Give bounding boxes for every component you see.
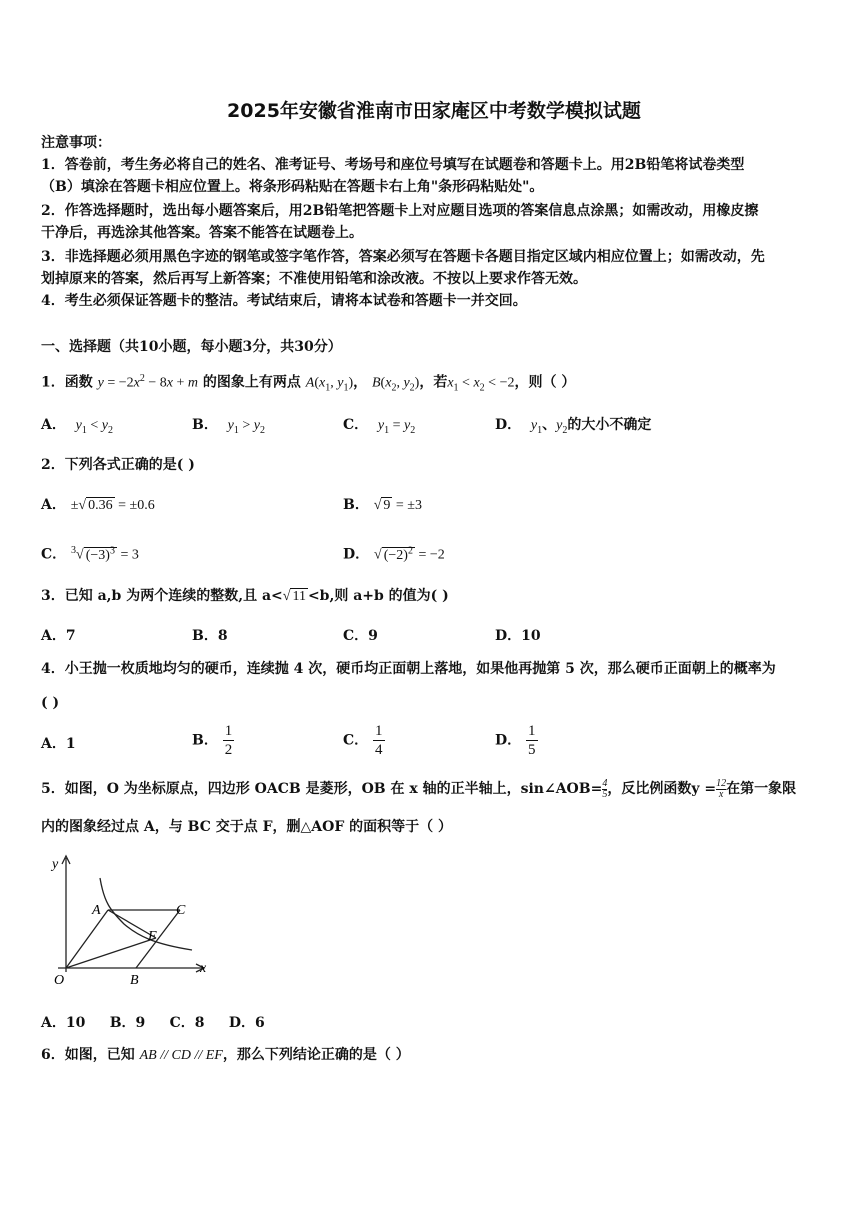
notice-line: 4．考生必须保证答题卡的整洁。考试结束后，请将本试卷和答题卡一并交回。 bbox=[41, 293, 527, 309]
question-6-stem: 6．如图，已知 AB // CD // EF，那么下列结论正确的是（ ） bbox=[41, 1047, 410, 1063]
option-d: D．10 bbox=[495, 628, 541, 644]
notice-line: 3．非选择题必须用黑色字迹的钢笔或签字笔作答，答案必须写在答题卡各题目指定区域内相应位置上；如需改动，先 bbox=[41, 249, 765, 265]
label-o: O bbox=[54, 973, 65, 988]
question-4-stem: 4．小王抛一枚质地均匀的硬币，连续抛 4 次，硬币均正面朝上落地，如果他再抛第 5 次，那么硬币正面朝上的概率为 bbox=[41, 661, 776, 677]
option-d: D． √ $(-2)^2 = -2$ bbox=[343, 545, 445, 563]
math-function: y bbox=[97, 375, 104, 391]
option-c: C． $y_1 = y_2$ bbox=[343, 417, 416, 436]
question-2-stem: 2．下列各式正确的是( ) bbox=[41, 457, 195, 473]
label-y: y bbox=[52, 857, 59, 872]
option-a: A．7 bbox=[41, 628, 76, 644]
question-3-stem: 3．已知 a,b 为两个连续的整数,且 a<√ 11 <b,则 a+b 的值为( ) bbox=[41, 588, 449, 604]
option-d: D． $\frac{1}{5}$ bbox=[495, 723, 536, 758]
option-b: B． $y_1 > y_2$ bbox=[192, 417, 265, 436]
label-x: x bbox=[200, 961, 207, 976]
question-4-answer-blank: ( ) bbox=[41, 695, 60, 711]
edge-cb bbox=[136, 910, 180, 968]
question-1-stem: 1．函数 $y = -2x^2 - 8x + m$ 的图象上有两点 $A(x_1$, $y_1$)， $B(x_2$, $y_2$)，若$x_1 < x_2 < -2$，则（ ） bbox=[41, 373, 576, 394]
option-a: A．1 bbox=[41, 736, 76, 752]
label-a: A bbox=[92, 903, 101, 918]
edge-of bbox=[66, 938, 156, 968]
option-b: B． $\frac{1}{2}$ bbox=[192, 723, 233, 758]
notice-heading: 注意事项： bbox=[41, 135, 111, 151]
notice-line: （B）填涂在答题卡相应位置上。将条形码粘贴在答题卡右上角"条形码粘贴处"。 bbox=[41, 179, 544, 195]
label-b: B bbox=[130, 973, 139, 988]
question-5-stem-cont: 内的图象经过点 A，与 BC 交于点 F，删△AOF 的面积等于（ ） bbox=[41, 819, 453, 835]
question-5-options: A．10 B．9 C．8 D．6 bbox=[41, 1015, 265, 1031]
notice-line: 2．作答选择题时，选出每小题答案后，用2B铅笔把答题卡上对应题目选项的答案信息点涂黑；如需改动，用橡皮擦 bbox=[41, 203, 759, 219]
option-b: B． √ 9 = ±3 bbox=[343, 497, 422, 513]
notice-line: 1．答卷前，考生务必将自己的姓名、准考证号、考场号和座位号填写在试题卷和答题卡上。用2B铅笔将试卷类型 bbox=[41, 157, 745, 173]
page-title: 2025年安徽省淮南市田家庵区中考数学模拟试题 bbox=[227, 100, 641, 122]
rhombus-figure bbox=[44, 852, 214, 992]
notice-line: 干净后，再选涂其他答案。答案不能答在试题卷上。 bbox=[41, 225, 363, 241]
option-c: C．9 bbox=[343, 628, 378, 644]
option-a: A． $y_1 < y_2$ bbox=[41, 417, 113, 436]
option-a: A． ±√ 0.36 = ±0.6 bbox=[41, 497, 155, 513]
label-c: C bbox=[176, 903, 186, 918]
label-f: F bbox=[148, 929, 157, 944]
section-heading: 一、选择题（共10小题，每小题3分，共30分） bbox=[41, 339, 342, 355]
option-b: B．8 bbox=[192, 628, 228, 644]
option-c: C． $^3$√ $(-3)^3 = 3$ bbox=[41, 545, 139, 563]
option-d: D． $y_1$、$y_2$的大小不确定 bbox=[495, 417, 652, 436]
notice-line: 划掉原来的答案，然后再写上新答案；不准使用铅笔和涂改液。不按以上要求作答无效。 bbox=[41, 271, 587, 287]
option-c: C． $\frac{1}{4}$ bbox=[343, 723, 383, 758]
question-5-stem: 5．如图，O 为坐标原点，四边形 OACB 是菱形，OB 在 x 轴的正半轴上，sin∠AOB= $\frac{4}{5}$ ，反比例函数y = $\frac{12}{x}$ 在第一象限 bbox=[41, 777, 797, 800]
edge-oa bbox=[66, 910, 108, 968]
